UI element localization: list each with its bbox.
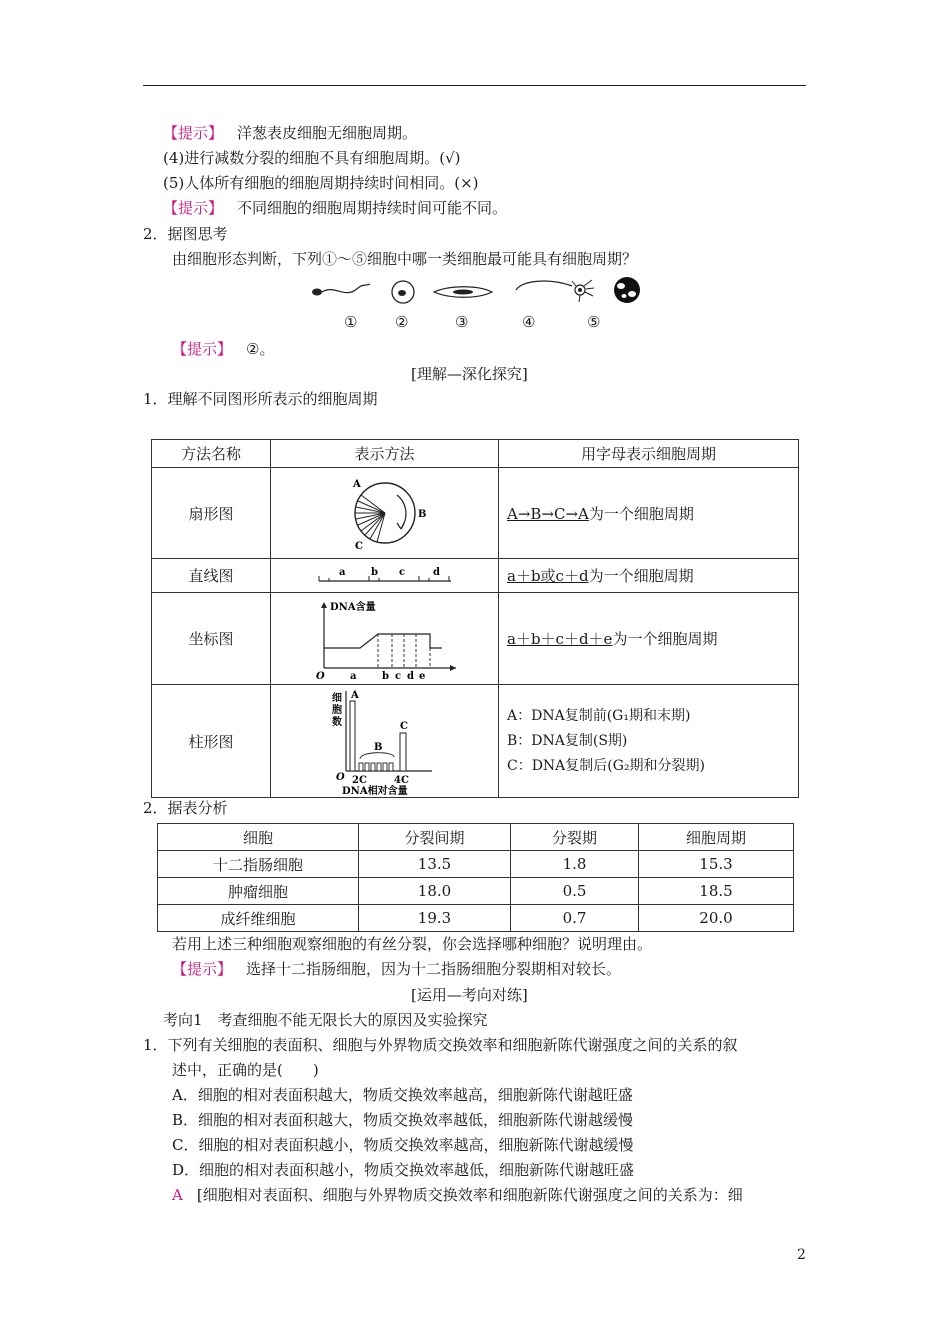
option-b: B．细胞的相对表面积越大，物质交换效率越低，细胞新陈代谢越缓慢 <box>172 1111 634 1129</box>
hint-1-text: 洋葱表皮细胞无细胞周期。 <box>237 124 418 142</box>
practice-topic: 考向1 考查细胞不能无限长大的原因及实验探究 <box>163 1011 488 1029</box>
figure-label-2: ② <box>395 313 409 331</box>
table-cell: 肿瘤细胞 <box>158 878 359 905</box>
row-line-name: 直线图 <box>152 559 271 593</box>
line-label-a: a <box>338 566 345 578</box>
fan-label-a: A <box>352 479 361 490</box>
coord-label-c: c <box>394 670 401 680</box>
coord-ylabel: DNA含量 <box>329 601 376 613</box>
method-header-method: 表示方法 <box>271 440 499 468</box>
section-2-question: 由细胞形态判断，下列①～⑤细胞中哪一类细胞最可能具有细胞周期？ <box>172 250 638 268</box>
table-cell: 1.8 <box>511 851 639 878</box>
data-header-cell: 细胞 <box>158 824 359 851</box>
hint-tag: 【提示】 <box>163 124 224 142</box>
bar-label-b: B <box>373 742 382 753</box>
row-bar-desc <box>499 685 799 798</box>
hint-3 <box>172 339 274 359</box>
muscle-cell-figure <box>434 287 492 298</box>
item-4: (4)进行减数分裂的细胞不具有细胞周期。(√) <box>163 149 461 167</box>
bar-ylabel-2: 胞 <box>331 705 342 716</box>
sperm-cell-figure <box>312 284 370 296</box>
coord-origin: O <box>315 670 325 680</box>
answer-letter: A <box>172 1186 183 1204</box>
table-cell: 成纤维细胞 <box>158 905 359 932</box>
figure-label-4: ④ <box>522 313 536 331</box>
table-cell: 19.3 <box>359 905 511 932</box>
question-1-line-1: 1．下列有关细胞的表面积、细胞与外界物质交换效率和细胞新陈代谢强度之间的关系的叙 <box>143 1036 738 1054</box>
header-rule <box>143 85 806 86</box>
line-label-c: c <box>398 566 405 578</box>
line-desc-formula: a＋b或c＋d <box>507 567 589 585</box>
explore-q2: 2．据表分析 <box>143 799 228 817</box>
table-row <box>158 905 794 932</box>
option-c: C．细胞的相对表面积越小，物质交换效率越高，细胞新陈代谢越缓慢 <box>172 1136 634 1154</box>
bar-label-c: C <box>399 721 408 732</box>
data-table <box>157 823 794 932</box>
item-5: (5)人体所有细胞的细胞周期持续时间相同。(×) <box>163 174 479 192</box>
practice-heading: [运用—考向对练] <box>411 986 528 1004</box>
row-bar-name: 柱形图 <box>152 685 271 798</box>
row-fan-desc <box>499 468 799 559</box>
answer-explanation: [细胞相对表面积、细胞与外界物质交换效率和细胞新陈代谢强度之间的关系为：细 <box>196 1186 743 1204</box>
fan-label-c: C <box>354 541 363 552</box>
table-cell: 15.3 <box>639 851 794 878</box>
figure-label-1: ① <box>344 313 358 331</box>
explore-heading: [理解—深化探究] <box>411 365 528 383</box>
coord-desc-formula: a＋b＋c＋d＋e <box>507 630 613 648</box>
round-cell-figure <box>392 281 414 303</box>
table-cell: 13.5 <box>359 851 511 878</box>
page-number: 2 <box>797 1247 806 1263</box>
option-a: A．细胞的相对表面积越大，物质交换效率越高，细胞新陈代谢越旺盛 <box>172 1086 633 1104</box>
method-table <box>151 439 799 798</box>
hint-4 <box>172 959 621 979</box>
hint-1 <box>163 123 417 143</box>
data-header-cycle: 细胞周期 <box>639 824 794 851</box>
table-row <box>158 851 794 878</box>
hint-tag: 【提示】 <box>172 340 233 358</box>
coord-label-d: d <box>406 670 414 680</box>
figure-label-5: ⑤ <box>587 313 601 331</box>
bar-desc-line-3: C：DNA复制后(G₂期和分裂期) <box>507 757 706 774</box>
row-coord-desc <box>499 593 799 685</box>
hint-2-text: 不同细胞的细胞周期持续时间可能不同。 <box>237 199 508 217</box>
bar-xlabel: DNA相对含量 <box>341 786 408 795</box>
section-2-title: 2．据图思考 <box>143 225 228 243</box>
hint-4-text: 选择十二指肠细胞，因为十二指肠细胞分裂期相对较长。 <box>246 960 622 978</box>
fan-desc-formula: A→B→C→A <box>507 504 589 523</box>
line-desc-rest: 为一个细胞周期 <box>588 567 694 585</box>
row-coord-name: 坐标图 <box>152 593 271 685</box>
line-label-d: d <box>432 566 440 578</box>
row-line-desc <box>499 559 799 593</box>
cell-figures <box>300 272 650 308</box>
bar-diagram <box>271 685 499 798</box>
bar-desc-line-1: A：DNA复制前(G₁期和末期) <box>507 707 691 724</box>
bar-label-a: A <box>350 690 359 701</box>
table-cell: 十二指肠细胞 <box>158 851 359 878</box>
table-cell: 0.5 <box>511 878 639 905</box>
explore-q1: 1．理解不同图形所表示的细胞周期 <box>143 390 378 408</box>
coord-label-a: a <box>349 670 356 680</box>
answer-line <box>172 1185 743 1205</box>
coord-label-e: e <box>418 670 425 680</box>
table-cell: 0.7 <box>511 905 639 932</box>
line-label-b: b <box>370 566 378 578</box>
hint-2 <box>163 198 507 218</box>
explore-q2-question: 若用上述三种细胞观察细胞的有丝分裂，你会选择哪种细胞？说明理由。 <box>172 935 653 953</box>
bar-desc-line-2: B：DNA复制(S期) <box>507 732 628 749</box>
blood-cell-figure <box>614 277 640 303</box>
table-cell: 18.5 <box>639 878 794 905</box>
coord-diagram <box>271 593 499 685</box>
bar-ylabel-1: 细 <box>331 693 342 704</box>
question-1-line-2: 述中，正确的是( ) <box>172 1061 319 1079</box>
method-header-name: 方法名称 <box>152 440 271 468</box>
fan-diagram <box>271 468 499 559</box>
bar-ylabel-3: 数 <box>331 717 342 728</box>
fan-label-b: B <box>417 509 426 520</box>
data-header-interphase: 分裂间期 <box>359 824 511 851</box>
figure-label-3: ③ <box>455 313 469 331</box>
bar-origin: O <box>335 772 345 783</box>
bar-x2: 4C <box>393 775 409 786</box>
table-cell: 20.0 <box>639 905 794 932</box>
hint-tag: 【提示】 <box>163 199 224 217</box>
bar-x1: 2C <box>351 775 367 786</box>
row-fan-name: 扇形图 <box>152 468 271 559</box>
option-d: D．细胞的相对表面积越小，物质交换效率越低，细胞新陈代谢越旺盛 <box>172 1161 635 1179</box>
coord-label-b: b <box>381 670 389 680</box>
coord-desc-rest: 为一个细胞周期 <box>612 630 718 648</box>
data-header-mitosis: 分裂期 <box>511 824 639 851</box>
hint-3-text: ②。 <box>246 340 275 358</box>
hint-tag: 【提示】 <box>172 960 233 978</box>
table-cell: 18.0 <box>359 878 511 905</box>
method-header-letters: 用字母表示细胞周期 <box>499 440 799 468</box>
fan-desc-rest: 为一个细胞周期 <box>588 504 694 523</box>
neuron-figure <box>516 280 594 302</box>
table-row <box>158 878 794 905</box>
line-diagram <box>271 559 499 593</box>
